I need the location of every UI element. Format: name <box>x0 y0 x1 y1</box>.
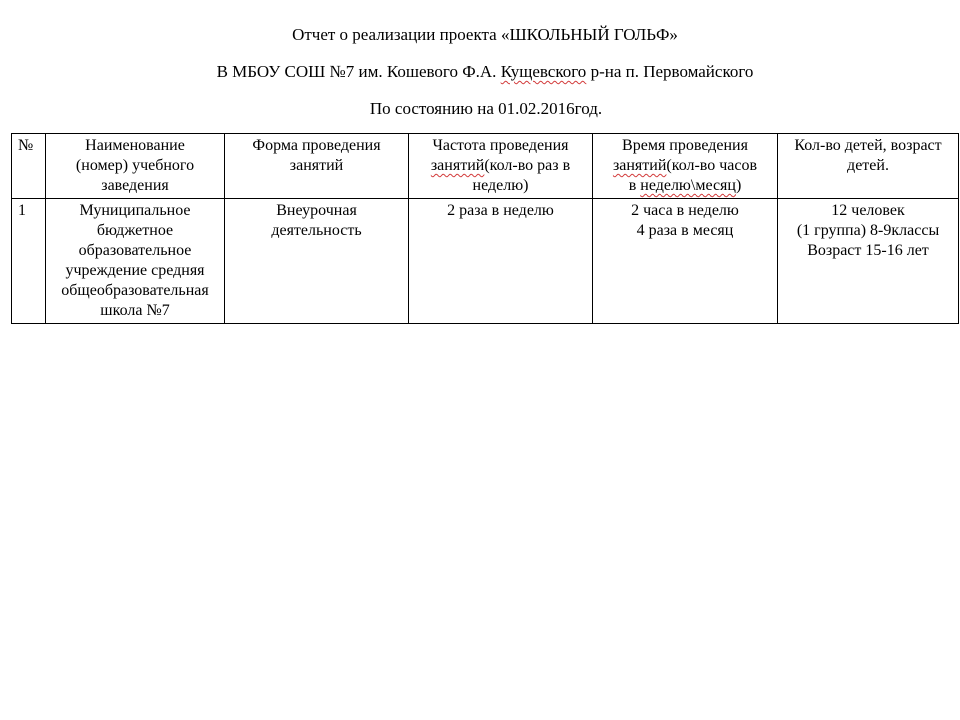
header-name: Наименование (номер) учебного заведения <box>46 134 225 199</box>
header-frequency: Частота проведения занятий(кол-во раз в неделю) <box>409 134 593 199</box>
header-time-word: занятий <box>612 157 667 174</box>
cell-name: Муниципальное бюджетное образовательное учреждение средняя общеобразовательная школа №7 <box>46 199 225 324</box>
table-row <box>12 199 959 324</box>
cell-time: 2 часа в неделю 4 раза в месяц <box>593 199 778 324</box>
date-line: По состоянию на 01.02.2016год. <box>369 99 603 118</box>
report-title: Отчет о реализации проекта «ШКОЛЬНЫЙ ГОЛЬФ» <box>292 25 678 44</box>
report-table <box>11 133 959 324</box>
cell-num: 1 <box>12 199 46 324</box>
cell-kids: 12 человек (1 группа) 8-9классы Возраст 15-16 лет <box>778 199 959 324</box>
header-time-period: неделю\месяц <box>640 177 736 194</box>
header-form: Форма проведения занятий <box>225 134 409 199</box>
header-time: Время проведения занятий(кол-во часов в неделю\месяц) <box>593 134 778 199</box>
school-line <box>5 62 960 82</box>
school-line-part1: В МБОУ СОШ №7 им. Кошевого Ф.А. <box>216 62 501 81</box>
school-line-district: Кущевского <box>500 62 587 81</box>
header-frequency-word: занятий <box>430 157 485 174</box>
cell-frequency: 2 раза в неделю <box>409 199 593 324</box>
header-num: № <box>12 134 46 199</box>
school-line-part3: р-на п. Первомайского <box>586 62 754 81</box>
header-kids: Кол-во детей, возраст детей. <box>778 134 959 199</box>
table-header-row <box>12 134 959 199</box>
cell-form: Внеурочная деятельность <box>225 199 409 324</box>
